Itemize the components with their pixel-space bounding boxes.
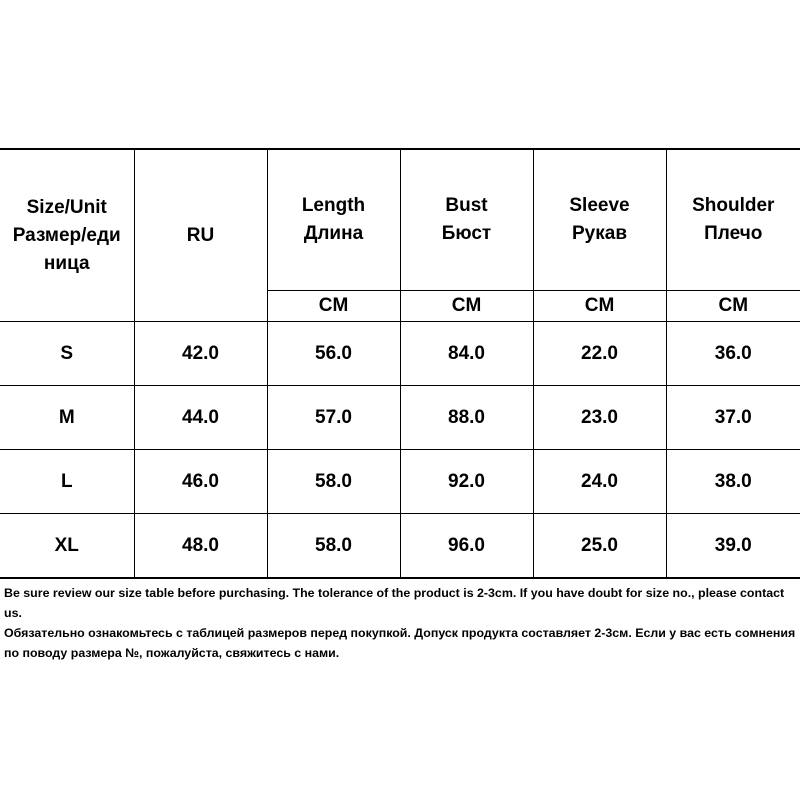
- size-cell: M: [0, 386, 134, 450]
- shoulder-cell: 37.0: [666, 386, 800, 450]
- sleeve-header-ru: Рукав: [572, 222, 627, 244]
- ru-cell: 46.0: [134, 450, 267, 514]
- length-header-ru: Длина: [303, 222, 364, 244]
- bust-cell: 92.0: [400, 450, 533, 514]
- size-note-en: Be sure review our size table before purchasing. The tolerance of the product is 2-3cm. If you have doubt for size no., please contact us.: [4, 586, 785, 620]
- bust-unit: CM: [400, 290, 533, 321]
- length-header: [267, 149, 400, 290]
- ru-cell: 44.0: [134, 386, 267, 450]
- sleeve-cell: 24.0: [533, 450, 666, 514]
- table-row: [0, 450, 800, 514]
- size-unit-header-en: Size/Unit: [26, 196, 107, 218]
- size-unit-header: [0, 149, 134, 322]
- bust-cell: 84.0: [400, 322, 533, 386]
- table-row: [0, 322, 800, 386]
- sleeve-cell: 23.0: [533, 386, 666, 450]
- ru-header-label: RU: [186, 224, 215, 246]
- sleeve-header: [533, 149, 666, 290]
- size-unit-header-ru-1: Размер/еди: [12, 224, 121, 246]
- bust-header: [400, 149, 533, 290]
- length-cell: 57.0: [267, 386, 400, 450]
- shoulder-unit: CM: [666, 290, 800, 321]
- sleeve-header-en: Sleeve: [569, 194, 630, 216]
- shoulder-header-ru: Плечо: [704, 222, 763, 244]
- sleeve-cell: 25.0: [533, 514, 666, 579]
- size-note-ru: Обязательно ознакомьтесь с таблицей размеров перед покупкой. Допуск продукта составляет 2-3см. Если у вас есть сомнения по поводу размера №, пожалуйста, свяжитесь с нами.: [4, 626, 796, 660]
- size-unit-header-ru-2: ница: [43, 252, 90, 274]
- ru-header: [134, 149, 267, 322]
- bust-cell: 88.0: [400, 386, 533, 450]
- shoulder-cell: 38.0: [666, 450, 800, 514]
- bust-header-ru: Бюст: [441, 222, 492, 244]
- ru-cell: 48.0: [134, 514, 267, 579]
- length-cell: 58.0: [267, 450, 400, 514]
- table-header-row: [0, 149, 800, 290]
- size-cell: S: [0, 322, 134, 386]
- size-note: [4, 583, 800, 663]
- length-header-en: Length: [301, 194, 366, 216]
- sleeve-unit: CM: [533, 290, 666, 321]
- bust-cell: 96.0: [400, 514, 533, 579]
- length-unit: CM: [267, 290, 400, 321]
- shoulder-header: [666, 149, 800, 290]
- sleeve-cell: 22.0: [533, 322, 666, 386]
- shoulder-header-en: Shoulder: [692, 194, 775, 216]
- table-row: [0, 514, 800, 579]
- shoulder-cell: 36.0: [666, 322, 800, 386]
- ru-cell: 42.0: [134, 322, 267, 386]
- table-row: [0, 386, 800, 450]
- size-cell: L: [0, 450, 134, 514]
- shoulder-cell: 39.0: [666, 514, 800, 579]
- size-cell: XL: [0, 514, 134, 579]
- size-table: [0, 148, 800, 579]
- bust-header-en: Bust: [445, 194, 488, 216]
- length-cell: 58.0: [267, 514, 400, 579]
- length-cell: 56.0: [267, 322, 400, 386]
